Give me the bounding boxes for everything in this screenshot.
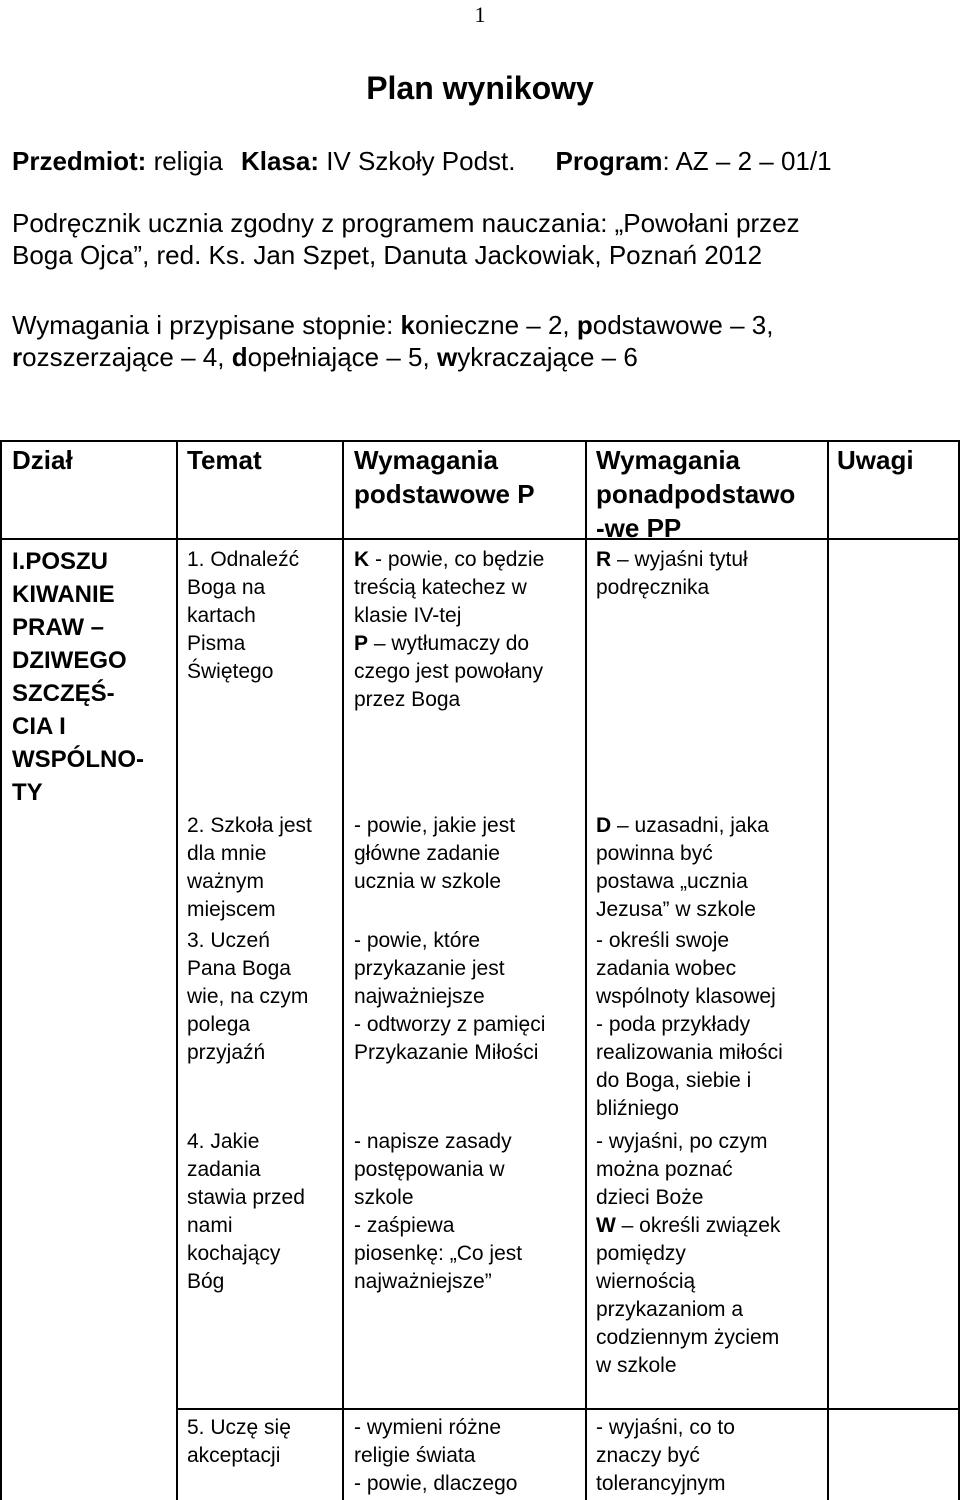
topic-line: 4. Jakie: [187, 1130, 260, 1153]
requirement-text: - powie, co będzie: [369, 548, 545, 571]
topic-line: Pisma: [187, 632, 246, 655]
topic-line: 3. Uczeń: [187, 929, 270, 952]
requirement-line: [354, 658, 544, 686]
document-title: Plan wynikowy: [366, 70, 594, 106]
requirement-text: najważniejsze”: [354, 1270, 492, 1293]
row-basic-requirements: [354, 546, 544, 714]
requirement-line: [354, 983, 545, 1011]
requirement-text: najważniejsze: [354, 985, 485, 1008]
requirement-text: codziennym życiem: [596, 1326, 780, 1349]
grading-k-rest: onieczne – 2,: [414, 310, 577, 340]
requirement-line: [354, 630, 544, 658]
section-name: [12, 545, 144, 809]
requirement-text: piosenkę: „Co jest: [354, 1242, 523, 1265]
requirement-line: [354, 546, 544, 574]
requirement-line: [596, 1095, 783, 1123]
requirement-line: [354, 927, 545, 955]
requirement-line: [354, 955, 545, 983]
requirement-line: [596, 1296, 780, 1324]
row-topic: [187, 1128, 305, 1296]
requirement-text: przez Boga: [354, 688, 461, 711]
requirement-text: przykazaniom a: [596, 1298, 744, 1321]
row-basic-requirements: [354, 812, 515, 896]
header-podstawowe: [354, 443, 535, 511]
requirement-text: - powie, dlaczego: [354, 1472, 518, 1495]
topic-line: Bóg: [187, 1270, 225, 1293]
requirement-line: [596, 896, 769, 924]
header-ponad-l3: -we PP: [596, 513, 682, 543]
grading-d-rest: opełniające – 5,: [247, 342, 437, 372]
row-basic-requirements: [354, 1414, 517, 1498]
row-extended-requirements: [596, 1128, 780, 1380]
section-name-line: DZIWEGO: [12, 647, 127, 674]
requirement-text: treścią katechez w: [354, 576, 527, 599]
requirement-line: [354, 1212, 522, 1240]
requirement-text: - napisze zasady: [354, 1130, 512, 1153]
requirement-text: realizowania miłości: [596, 1041, 783, 1064]
requirement-line: [354, 840, 515, 868]
header-bottom-border: [0, 538, 960, 540]
requirement-line: [596, 1039, 783, 1067]
row-topic: [187, 1414, 291, 1470]
requirement-line: [596, 840, 769, 868]
header-ponad-l1: Wymagania: [596, 445, 741, 475]
grading-line-1: [12, 310, 773, 341]
requirement-line: [596, 955, 783, 983]
table-left-border: [0, 440, 2, 1500]
requirement-line: [596, 927, 783, 955]
header-uwagi: Uwagi: [837, 445, 914, 475]
requirement-line: [596, 1240, 780, 1268]
requirement-text: główne zadanie: [354, 842, 500, 865]
requirement-text: religie świata: [354, 1444, 476, 1467]
row-extended-requirements: [596, 1414, 735, 1498]
row-topic: [187, 546, 299, 686]
requirement-text: postępowania w: [354, 1158, 505, 1181]
requirement-text: klasie IV-tej: [354, 604, 462, 627]
section-name-line: I.POSZU: [12, 548, 109, 575]
topic-line: nami: [187, 1214, 233, 1237]
col-divider-3: [585, 440, 587, 1500]
grading-k: k: [400, 310, 415, 340]
requirement-text: - odtworzy z pamięci: [354, 1013, 546, 1036]
requirement-text: czego jest powołany: [354, 660, 544, 683]
topic-line: akceptacji: [187, 1444, 281, 1467]
requirement-line: [596, 574, 748, 602]
section-name-line: TY: [12, 779, 43, 806]
topic-line: Świętego: [187, 660, 274, 683]
requirement-text: można poznać: [596, 1158, 733, 1181]
requirement-line: [354, 868, 515, 896]
requirement-text: Jezusa” w szkole: [596, 898, 756, 921]
klasa-label: Klasa:: [240, 146, 319, 176]
grading-p: p: [576, 310, 593, 340]
requirement-line: [354, 1240, 522, 1268]
requirement-line: [596, 1212, 780, 1240]
row-extended-requirements: [596, 812, 769, 924]
topic-line: kochający: [187, 1242, 281, 1265]
row-topic: [187, 812, 312, 924]
requirement-line: [596, 546, 748, 574]
requirement-text: Przykazanie Miłości: [354, 1041, 539, 1064]
requirement-text: zadania wobec: [596, 957, 737, 980]
requirement-line: [596, 812, 769, 840]
requirement-text: - zaśpiewa: [354, 1214, 455, 1237]
requirement-line: [354, 1470, 517, 1498]
requirement-line: [354, 1414, 517, 1442]
row-divider: [178, 1408, 960, 1410]
requirement-line: [354, 812, 515, 840]
col-divider-2: [342, 440, 344, 1500]
requirement-text: szkole: [354, 1186, 414, 1209]
requirement-text: w szkole: [596, 1354, 677, 1377]
topic-line: zadania: [187, 1158, 261, 1181]
requirement-line: [354, 1156, 522, 1184]
header-dzial: Dział: [12, 445, 73, 475]
requirement-line: [596, 1128, 780, 1156]
requirement-text: bliźniego: [596, 1097, 679, 1120]
requirement-text: pomiędzy: [596, 1242, 686, 1265]
grading-line-2: [12, 342, 638, 373]
header-ponad-l2: ponadpodstawo: [596, 479, 796, 509]
topic-line: stawia przed: [187, 1186, 305, 1209]
grading-w-rest: ykraczające – 6: [457, 342, 638, 372]
topic-line: polega: [187, 1013, 251, 1036]
section-name-line: SZCZĘŚ-: [12, 680, 115, 707]
requirement-line: [354, 574, 544, 602]
textbook-line-1: Podręcznik ucznia zgodny z programem nauczania: „Powołani przez: [12, 208, 800, 238]
header-podstawowe-l1: Wymagania: [354, 445, 499, 475]
requirement-line: [354, 1442, 517, 1470]
grade-letter: P: [354, 632, 369, 655]
topic-line: 5. Uczę się: [187, 1416, 291, 1439]
grading-prefix: Wymagania i przypisane stopnie:: [12, 310, 401, 340]
requirement-line: [596, 1352, 780, 1380]
requirement-line: [596, 1156, 780, 1184]
topic-line: Pana Boga: [187, 957, 291, 980]
requirement-line: [354, 1268, 522, 1296]
requirement-line: [596, 868, 769, 896]
klasa-value: IV Szkoły Podst.: [318, 146, 516, 176]
przedmiot-label: Przedmiot:: [12, 146, 147, 176]
requirement-line: [354, 686, 544, 714]
grade-letter: R: [596, 548, 612, 571]
row-extended-requirements: [596, 546, 748, 602]
topic-line: 1. Odnaleźć: [187, 548, 300, 571]
requirement-line: [596, 1184, 780, 1212]
row-topic: [187, 927, 308, 1067]
table-top-border: [0, 440, 960, 442]
page-number: 1: [474, 2, 486, 27]
topic-line: wie, na czym: [187, 985, 309, 1008]
requirement-text: postawa „ucznia: [596, 870, 748, 893]
requirement-text: ucznia w szkole: [354, 870, 502, 893]
subject-line: [12, 146, 832, 177]
requirement-line: [596, 1011, 783, 1039]
grade-letter: W: [596, 1214, 616, 1237]
requirement-text: – określi związek: [615, 1214, 781, 1237]
requirement-line: [596, 1470, 735, 1498]
topic-line: kartach: [187, 604, 256, 627]
requirement-text: - poda przykłady: [596, 1013, 751, 1036]
row-basic-requirements: [354, 927, 545, 1067]
requirement-text: – wytłumaczy do: [368, 632, 530, 655]
topic-line: przyjaźń: [187, 1041, 266, 1064]
requirement-text: - wyjaśni, co to: [596, 1416, 735, 1439]
grade-letter: D: [596, 814, 612, 837]
requirement-text: - określi swoje: [596, 929, 730, 952]
requirement-text: powinna być: [596, 842, 713, 865]
requirement-text: - powie, jakie jest: [354, 814, 516, 837]
requirement-line: [596, 1067, 783, 1095]
section-name-line: PRAW –: [12, 614, 105, 641]
topic-line: ważnym: [187, 870, 265, 893]
requirement-text: - wyjaśni, po czym: [596, 1130, 768, 1153]
header-temat: Temat: [187, 445, 262, 475]
textbook-line-2: Boga Ojca”, red. Ks. Jan Szpet, Danuta Jackowiak, Poznań 2012: [12, 240, 763, 270]
requirement-text: znaczy być: [596, 1444, 700, 1467]
header-ponadpodstawowe: [596, 443, 795, 545]
requirement-text: wspólnoty klasowej: [596, 985, 776, 1008]
grading-r: r: [12, 342, 23, 372]
przedmiot-value: religia: [146, 146, 223, 176]
requirement-text: – uzasadni, jaka: [611, 814, 769, 837]
requirement-text: – wyjaśni tytuł: [611, 548, 748, 571]
requirement-text: podręcznika: [596, 576, 710, 599]
topic-line: miejscem: [187, 898, 276, 921]
row-extended-requirements: [596, 927, 783, 1123]
requirement-text: dzieci Boże: [596, 1186, 704, 1209]
grading-p-rest: odstawowe – 3,: [592, 310, 774, 340]
requirement-text: - powie, które: [354, 929, 481, 952]
requirement-line: [596, 1268, 780, 1296]
topic-line: Boga na: [187, 576, 266, 599]
grading-w: w: [436, 342, 458, 372]
requirement-line: [596, 1414, 735, 1442]
requirement-line: [596, 1324, 780, 1352]
grade-letter: K: [354, 548, 370, 571]
section-name-line: WSPÓLNO-: [12, 746, 144, 773]
col-divider-1: [176, 440, 178, 1500]
requirement-text: przykazanie jest: [354, 957, 505, 980]
requirement-text: wiernością: [596, 1270, 696, 1293]
grading-d: d: [231, 342, 248, 372]
grading-r-rest: ozszerzające – 4,: [22, 342, 232, 372]
requirement-text: do Boga, siebie i: [596, 1069, 752, 1092]
requirement-line: [354, 1128, 522, 1156]
requirement-line: [596, 983, 783, 1011]
requirement-text: - wymieni różne: [354, 1416, 502, 1439]
topic-line: dla mnie: [187, 842, 267, 865]
requirement-line: [354, 1184, 522, 1212]
header-podstawowe-l2: podstawowe P: [354, 479, 535, 509]
topic-line: 2. Szkoła jest: [187, 814, 312, 837]
requirement-line: [354, 602, 544, 630]
requirement-line: [596, 1442, 735, 1470]
row-basic-requirements: [354, 1128, 522, 1296]
requirement-line: [354, 1039, 545, 1067]
section-name-line: CIA I: [12, 713, 66, 740]
program-value: : AZ – 2 – 01/1: [662, 146, 832, 176]
section-name-line: KIWANIE: [12, 581, 115, 608]
program-label: Program: [555, 146, 663, 176]
col-divider-4: [827, 440, 829, 1500]
requirement-line: [354, 1011, 545, 1039]
requirement-text: tolerancyjnym: [596, 1472, 726, 1495]
